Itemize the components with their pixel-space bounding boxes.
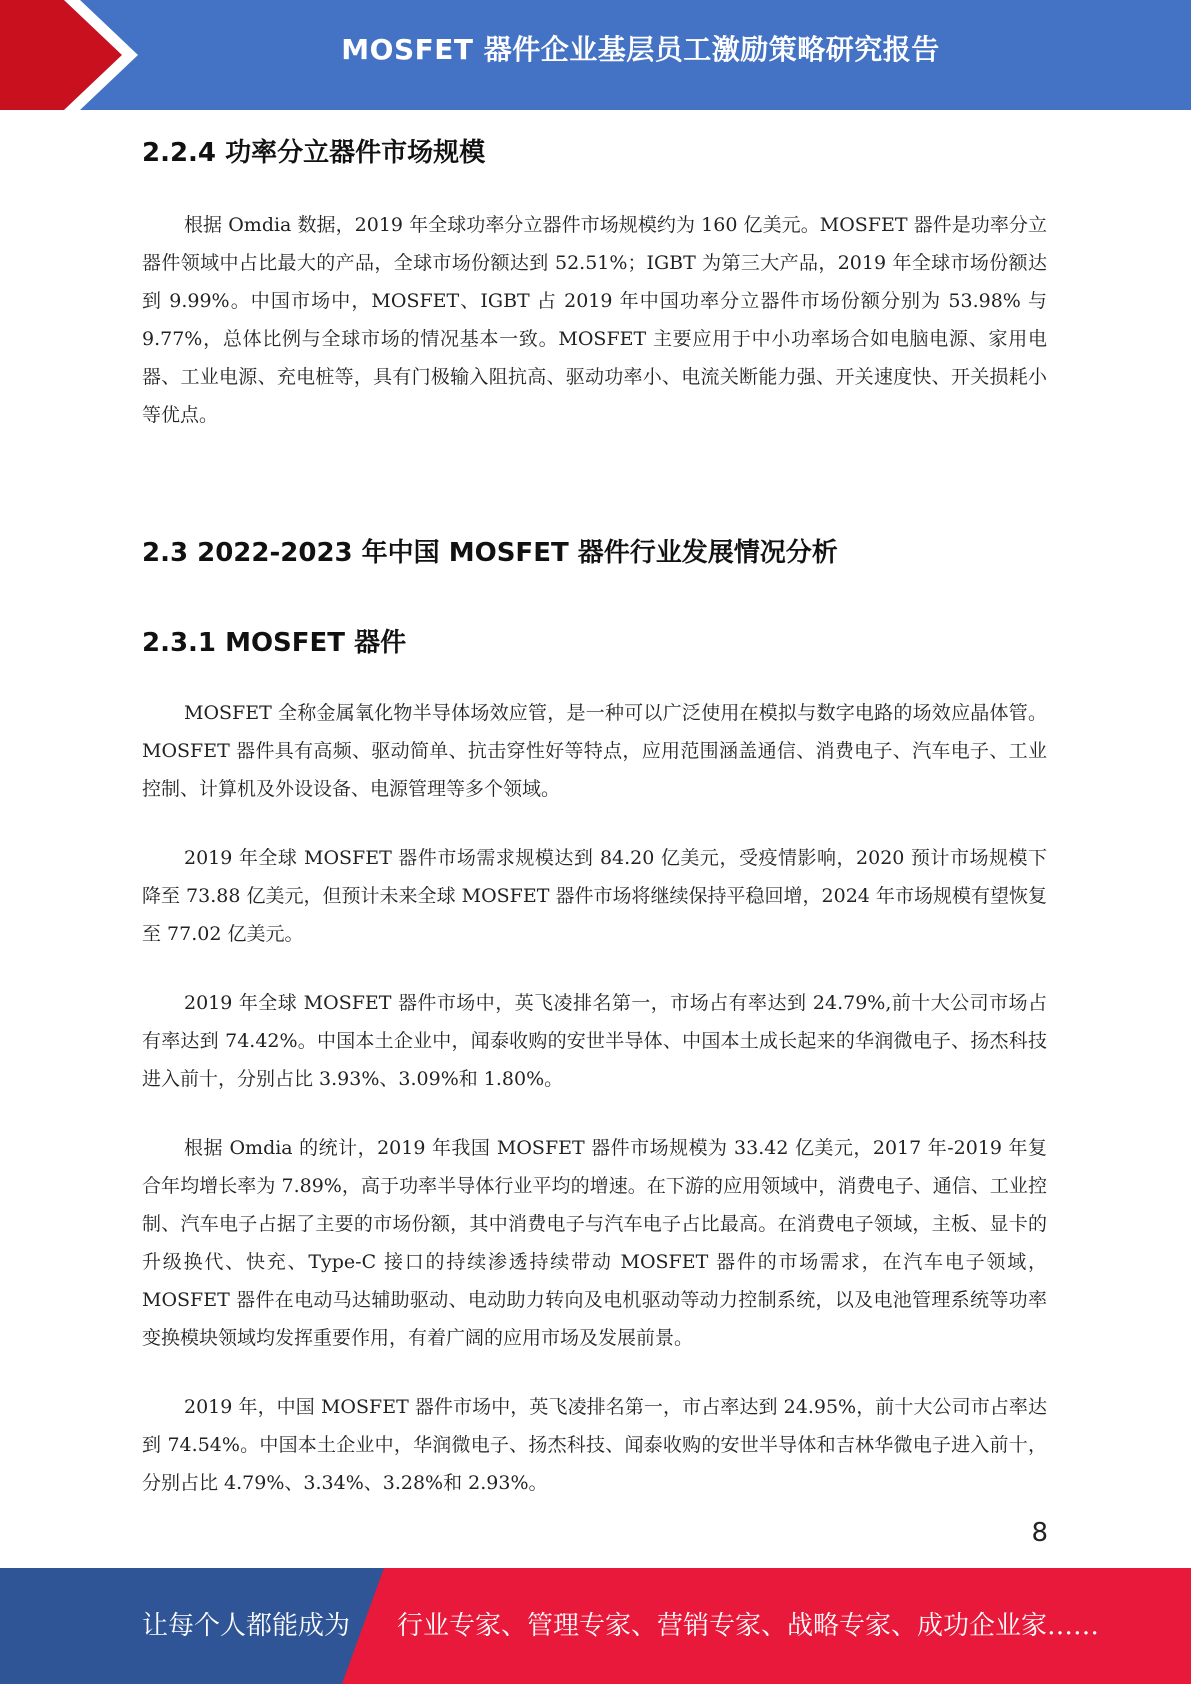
footer-slogan-right: 行业专家、管理专家、营销专家、战略专家、成功企业家…… bbox=[397, 1611, 1100, 1641]
heading-2-2-4: 2.2.4 功率分立器件市场规模 bbox=[142, 138, 486, 168]
header-chevron-decoration bbox=[0, 0, 160, 110]
page-number: 8 bbox=[1031, 1518, 1048, 1548]
page-header bbox=[0, 0, 1191, 110]
heading-2-3: 2.3 2022-2023 年中国 MOSFET 器件行业发展情况分析 bbox=[142, 538, 838, 568]
paragraph-china-market: 根据 Omdia 的统计，2019 年我国 MOSFET 器件市场规模为 33.42 亿美元，2017 年-2019 年复合年均增长率为 7.89%，高于功率半导体行业平均的增速。在下游的应用领域中，消费电子、通信、工业控制、汽车电子占据了主要的市场份额，其中消费电子与汽车电子占比最高。在消费电子领域，主板、显卡的升级换代、快充、Type-C 接口的持续渗透持续带动 MOSFET 器件的市场需求，在汽车电子领域，MOSFET 器件在电动马达辅助驱动、电动助力转向及电机驱动等动力控制系统，以及电池管理系统等功率变换模块领域均发挥重要作用，有着广阔的应用市场及发展前景。 bbox=[142, 1137, 1047, 1349]
page-footer bbox=[0, 1568, 1191, 1684]
paragraph-global-share: 2019 年全球 MOSFET 器件市场中，英飞凌排名第一，市场占有率达到 24.79%,前十大公司市场占有率达到 74.42%。中国本土企业中，闻泰收购的安世半导体、中国本土成长起来的华润微电子、扬杰科技进入前十，分别占比 3.93%、3.09%和 1.80%。 bbox=[142, 992, 1047, 1090]
paragraph-global-demand: 2019 年全球 MOSFET 器件市场需求规模达到 84.20 亿美元，受疫情影响，2020 预计市场规模下降至 73.88 亿美元，但预计未来全球 MOSFET 器件市场将继续保持平稳回增，2024 年市场规模有望恢复至 77.02 亿美元。 bbox=[142, 847, 1047, 945]
paragraph-china-share: 2019 年，中国 MOSFET 器件市场中，英飞凌排名第一，市占率达到 24.95%，前十大公司市占率达到 74.54%。中国本土企业中，华润微电子、扬杰科技、闻泰收购的安世半导体和吉林华微电子进入前十，分别占比 4.79%、3.34%、3.28%和 2.93%。 bbox=[142, 1396, 1047, 1494]
paragraph-mosfet-intro: MOSFET 全称金属氧化物半导体场效应管，是一种可以广泛使用在模拟与数字电路的场效应晶体管。MOSFET 器件具有高频、驱动简单、抗击穿性好等特点，应用范围涵盖通信、消费电子、汽车电子、工业控制、计算机及外设设备、电源管理等多个领域。 bbox=[142, 702, 1047, 800]
paragraph-market-size: 根据 Omdia 数据，2019 年全球功率分立器件市场规模约为 160 亿美元。MOSFET 器件是功率分立器件领域中占比最大的产品，全球市场份额达到 52.51%；IGBT 为第三大产品，2019 年全球市场份额达到 9.99%。中国市场中，MOSFET、IGBT 占 2019 年中国功率分立器件市场份额分别为 53.98% 与 9.77%，总体比例与全球市场的情况基本一致。MOSFET 主要应用于中小功率场合如电脑电源、家用电器、工业电源、充电桩等，具有门极输入阻抗高、驱动功率小、电流关断能力强、开关速度快、开关损耗小等优点。 bbox=[142, 214, 1047, 426]
header-title: MOSFET 器件企业基层员工激励策略研究报告 bbox=[341, 33, 940, 66]
heading-2-3-1: 2.3.1 MOSFET 器件 bbox=[142, 628, 407, 658]
footer-slogan-left: 让每个人都能成为 bbox=[142, 1611, 351, 1641]
